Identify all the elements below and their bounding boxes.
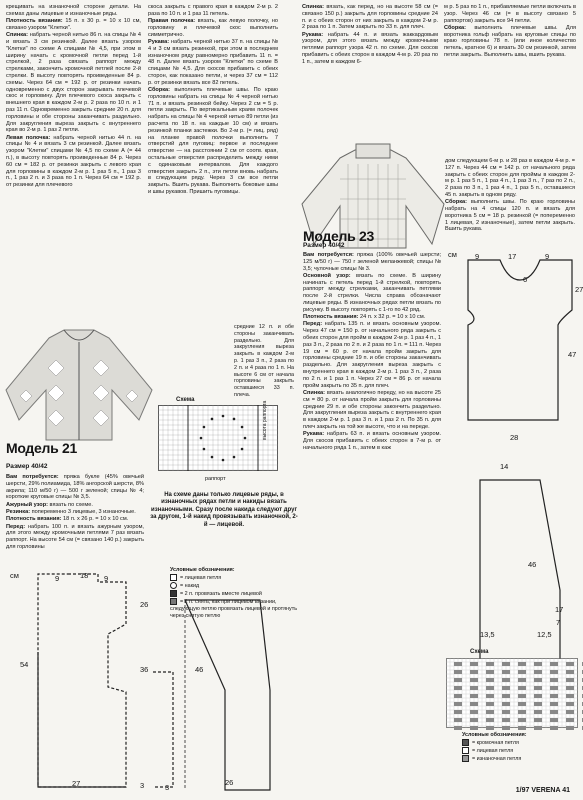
- model21_text-heading: Вам потребуется:: [6, 474, 59, 480]
- model21_text-text: попеременно 3 лицевые, 3 изнаночные.: [30, 508, 136, 515]
- dim-23-j: 13,5: [480, 630, 495, 639]
- col6-heading: Сборка:: [445, 199, 468, 206]
- dim-23-f: 47: [568, 350, 577, 359]
- col5-paragraph: [303, 252, 441, 272]
- col1-heading: Плотность вязания:: [6, 18, 63, 25]
- model-23-title: Модель 23: [303, 228, 374, 244]
- pattern-model-21-sleeve: [180, 600, 290, 795]
- legend-21-item: = лицевая петля: [170, 574, 300, 582]
- legend-21-item: = накид: [170, 582, 300, 590]
- col1-text: набрать черной нитью 44 п. на спицы № 4 и вязать 3 см резинкой. Далее вязать узором "Клетки" спицами № 4,5 по схеме А (= 44 п.), в высоту повторять проиведенные 84 р. Через 60 см = 182 р. от резинки закрыть с левого края для горловины в каждом 2-м р. 1 раз 5 п., 1 раз 3 п., 1 раз 2 п. и 3 раза по 1 п. Через 64 см = 192 р. от резинки для плечевого: [6, 134, 142, 189]
- model21_text-heading: Ажурный узор:: [6, 501, 48, 508]
- scheme-note: На схеме даны только лицевые ряды, в изнаночных рядах петли и накиды вязать изнаночными. Сразу после накида следуют друг за другом, 1-й накид провязывать изнаночной, 2-й — лицевой.: [150, 492, 298, 528]
- col7-text: средние 12 п. и обе стороны заканчивать раздельно. Для закругления выреза закрыть в каждом 2-м р. 1 раз 3 п., 2 раза по 2 п. и 4 раза по 1 п. На высоте 6 см от начала горловины закрыть оставшиеся 33 п. плеча.: [234, 324, 294, 398]
- dim-21-e: 54: [20, 660, 29, 669]
- col6-text: выполнить швы. По краю горловины набрать на 4 спицы 120 п. и вязать для воротника 5 см = 18 р. резинкой (= попеременно 1 лицевая, 2 изнаночные), затем петли закрыть. Вшить рукава.: [445, 199, 575, 233]
- col5-heading: Основной узор:: [303, 272, 351, 279]
- col6-paragraph: [445, 199, 575, 233]
- dim-23-d: 6: [523, 275, 528, 284]
- dim-23-h: 14: [500, 462, 509, 471]
- scheme-21-title: Схема: [176, 397, 195, 403]
- col2-text: скоса закрыть с правого края в каждом 2-м р. 2 раза по 10 п. и 1 раз 11 петель.: [148, 4, 278, 17]
- model21_text-paragraph: [6, 524, 144, 551]
- dim-21-f: 3: [140, 781, 145, 790]
- col5-heading: Спинка:: [303, 389, 326, 396]
- col5-text: вязать аналогично переду, но на высоте 25 см = 80 р. от начала пройм закрыть для горловины средние 29 п. и обе стороны закончить раздельно. Для закругления выреза закрыть с внутреннего края в каждом 2-м р. 1 раз 3 п. и 1 раз 2 п. По 35 п. для плеч закрыть на той же высоте, что и на переде.: [303, 389, 441, 430]
- col5-text: вязать по схеме. В ширину начинать с петель перед 1-й стрелкой, повторять раппорт между стрелками, заканчивать петлями после 2-й стрелки. Числа справа обозначают лицевые ряды. В изнаночных рядах петли вязать по рисунку. В высоту повторять с 1-го по 42 ряд.: [303, 272, 442, 313]
- model21_text-paragraph: [6, 516, 144, 523]
- col4-text: м р. 5 раз по 1 п., прибавляемые петли включать в узор. Через 46 см (= в высоту связано 5 раппортов) закрыть все 94 петли.: [444, 4, 576, 24]
- dim-21-i: 46: [195, 665, 204, 674]
- col1-text: набрать черной нитью 86 п. на спицы № 4 и вязать 3 см резинкой. Далее вязать узором "Клетки" по схеме А спицами № 4,5, при этом в ширину начать с кромочной петли перед 1-й стрелкой, 2 раза связать раппорт между стрелками, закончить кромочной петлей после 2-й стрелки. В высоту повторять проиведенные 84 р. схемы. Через 64 см = 192 р. от резинки начать одновременно с двух сторон закрывать плечевой скос и горловину. Для плечевого скоса закрыть с внешнего края в каждом 2-м р. 2 раза по 10 п. и 1 раз 11 п. Одновременно закрыть средние 20 п. для горловины и обе стороны заканчивать раздельно. Для закругления выреза закрыть с внутреннего края во 2-м р. 1 раз 2 петли.: [6, 32, 141, 134]
- col5-paragraph: [303, 314, 441, 321]
- col1-heading: Спинка:: [6, 32, 29, 39]
- col3-paragraph: [302, 4, 438, 31]
- model21_text-heading: Резинка:: [6, 508, 31, 515]
- col4-paragraph: [444, 4, 576, 24]
- dim-23-l: 17: [555, 605, 564, 614]
- col1-heading: Левая полочка:: [6, 134, 51, 141]
- dim-21-k: 26: [225, 778, 234, 787]
- col5-heading: Плотность вязания:: [303, 314, 359, 321]
- col1-paragraph: [6, 135, 141, 189]
- dim-21-a: 9: [55, 574, 60, 583]
- legend-21-item: = 1 п. снять, как при лицевом вязании, следующую петлю провязать лицевой и протянуть через снятую петлю: [170, 598, 298, 619]
- dim-23-b: 17: [508, 252, 517, 261]
- col3-text: набрать 44 п. и вязать жаккардовым узором, для этого вязать между кромочными петлями раппорт узора 42 п. по схеме. Для скосов прибавить с обеих сторон в каждом 4-м р. 20 раз по 1 п., затем в каждом 6-: [302, 31, 438, 65]
- col6-paragraph: [445, 158, 575, 199]
- col1-text: крещивать на изнаночной стороне детали. На схемах даны лицевые и изнаночные ряды.: [6, 4, 141, 17]
- photo-model-21: [4, 330, 154, 440]
- dim-23-a: 9: [475, 252, 480, 261]
- col2-heading: Сборка:: [148, 87, 171, 94]
- dim-23-g: 28: [510, 433, 519, 442]
- scheme-21-rapport-label: раппорт: [205, 476, 226, 482]
- scheme-23-title: Схема: [470, 649, 489, 655]
- col2-text: выполнить плечевые швы. По краю горловины набрать на спицы № 4 черной нитью 71 п. и вязать резинкой бейку. Через 2 см = 5 р. петли закрыть. По вертикальным краям полочек набрать на спицы № 4 черной нитью 89 петли (из расчета по 18 п. на каждые 10 см) и вязать резинкой планки застежки. Во 2-м р. (= лиц. ряд) на планке правой полочки выполнить 7 отверстий для пуговиц: первое и последнее отверстие — на расстоянии 2 см от соотв. края, остальные отверстия распределить между ними с одинаковым интервалом. Для каждого отверстия закрыть 2 п., эти петли вновь набрать в следующем ряду. Через 3 см все петли закрыть. Вшить рукава. Выполнить боковые швы и швы рукавов. Пришить пуговицы.: [148, 87, 278, 196]
- col2-text: вязать, как левую полочку, но горловину и плечевой скос выполнить симметрично.: [148, 18, 278, 38]
- text-column-1: [6, 4, 141, 324]
- col5-paragraph: [303, 273, 441, 314]
- scheme-21-rapport-height: высота раппорта: [262, 400, 268, 440]
- model21_text-heading: Перед:: [6, 523, 26, 530]
- col5-heading: Перед:: [303, 321, 323, 328]
- legend-23-title: Условные обозначения:: [462, 732, 527, 738]
- legend-23: [462, 732, 577, 763]
- dim-23-k: 12,5: [537, 630, 552, 639]
- col2-paragraph: [148, 18, 278, 38]
- col5-heading: Рукава:: [303, 431, 325, 438]
- col2-paragraph: [148, 87, 278, 196]
- model21_text-text: 18 п. х 26 р. = 10 х 10 см.: [61, 516, 129, 523]
- col5-text: пряжа (100% овечьей шерсти; 125 м/50 г) — 750 г зеленой меланжевой; спицы № 3,5; чулочные спицы № 3.: [303, 252, 441, 272]
- col1-paragraph: [6, 18, 141, 32]
- dim-21-h: 36: [140, 665, 149, 674]
- dim-23-cm: см: [448, 250, 457, 259]
- legend-21-title: Условные обозначения:: [170, 567, 235, 573]
- col5-text: набрать 135 п. и вязать основным узором. Через 47 см = 150 р. от начального ряда закрыть с обеих сторон для пройм в каждом 2-м р. 1 раз 4 п., 1 раз 3 п., 2 раза по 2 п. и 2 раза по 1 п. = 111 п. Через 19 см = 60 р. от начала пройм закрыть для горловины средние 19 п. и обе стороны заканчивать раздельно. Для закругления выреза закрыть с внутреннего края в каждом 2-м р. 1 раз 3 п., 2 раза по 2 п. и 1 раз 1 п. Через 27 см = 86 р. от начала пройм закрыть по 35 п. для плеч.: [303, 321, 441, 389]
- col2-heading: Рукава:: [148, 38, 170, 45]
- model-23-size: Размер 40/42: [303, 242, 345, 249]
- model21_text-paragraph: [6, 502, 144, 509]
- col3-heading: Рукава:: [302, 31, 324, 38]
- model21_text-paragraph: [6, 474, 144, 501]
- text-column-5: [303, 252, 441, 720]
- scheme-23-grid: [446, 658, 578, 728]
- col1-text: 15 п. х 30 р. = 10 х 10 см, связано узором "Клетки".: [6, 18, 141, 31]
- col5-text: набрать 63 п. и вязать основным узором. Для скосов прибавить с обеих сторон в 7-м р. от начального ряда 1 п., затем в каж: [303, 431, 441, 451]
- legend-23-item: = лицевая петля: [462, 747, 577, 755]
- dim-23-e: 27: [575, 285, 583, 294]
- model21_text-text: вязать по схеме.: [47, 501, 93, 508]
- model21_text-heading: Плотность вязания:: [6, 516, 62, 523]
- text-column-3: [302, 4, 438, 144]
- col4-paragraph: [444, 25, 576, 59]
- legend-21-item: = 2 п. провязать вместе лицевой: [170, 590, 300, 598]
- text-column-4: [444, 4, 576, 142]
- col2-text: набрать черной нитью 37 п. на спицы № 4 и 3 см вязать резинкой, при этом в последнем изнаночном ряду равномерно прибавить 11 п. = 48 п. Далее вязать узором "Клетки" по схеме В спицами № 4,5. Для скосов прибавить с обеих сторон, как показано петли, и через 37 см = 112 р. от резинки вязать все 82 петель.: [148, 38, 278, 86]
- col2-paragraph: [148, 39, 278, 87]
- dim-21-g: 27: [72, 779, 81, 788]
- model21_text-text: набрать 100 п. и вязать ажурным узором, для этого между кромочными петлями 7 раз вязать раппорт. На высоте 54 см (= связано 140 р.) закрыть для горловины: [6, 523, 144, 550]
- col7-paragraph: [234, 324, 294, 399]
- dim-21-cm: см: [10, 571, 19, 580]
- dim-21-c: 9: [104, 574, 109, 583]
- col5-paragraph: [303, 390, 441, 431]
- text-column-6: [445, 158, 575, 238]
- col5-heading: Вам потребуется:: [303, 252, 354, 258]
- text-column-2: [148, 4, 278, 326]
- page-footer: 1/97 VERENA 41: [515, 787, 570, 794]
- col3-text: вязать, как перед, но на высоте 58 см (= связано 150 р.) закрыть для горловины средние 24 п. и с обеих сторон от них закрыть в каждом 2-м р. 2 раза по 1 п. Затем закрыть по 33 п. для плеч.: [302, 4, 438, 31]
- dim-21-j: 3: [165, 783, 170, 792]
- dim-23-i: 46: [528, 560, 537, 569]
- col2-heading: Правая полочка:: [148, 18, 196, 25]
- legend-23-item: = кромочная петля: [462, 739, 577, 747]
- col2-paragraph: [148, 4, 278, 18]
- col5-paragraph: [303, 321, 441, 389]
- col3-heading: Спинка:: [302, 4, 325, 10]
- model-21-text: [6, 474, 144, 566]
- dim-21-b: 18: [80, 571, 89, 580]
- col5-paragraph: [303, 431, 441, 451]
- dim-21-d: 26: [140, 600, 149, 609]
- model21_text-text: пряжа букле (45% овечьей шерсти, 29% полиамида, 18% ангорской шерсти, 8% акрила; 110 м/50 г) — 500 г зеленой; спицы № 4; короткие круговые спицы № 3,5.: [6, 474, 144, 501]
- model-21-title: Модель 21: [6, 440, 77, 456]
- legend-23-item: = изнаночная петля: [462, 755, 577, 763]
- text-column-7: [234, 324, 294, 398]
- col1-paragraph: [6, 32, 141, 134]
- dim-23-m: 7: [556, 618, 561, 627]
- col3-paragraph: [302, 32, 438, 66]
- col6-text: дом следующем 6-м р. и 28 раз в каждом 4-м р. = 127 п. Через 44 см = 142 р. от начального ряда закрыть с обеих сторон для проймы в каждом 2-м р. 1 раз 5 п., 1 раз 4 п., 1 раз 3 п., 7 раз по 2 п., 2 раза по 3 п., 1 раз 4 п., 1 раз 5 п., оставшиеся 45 п. закрыть в одном ряду.: [445, 158, 575, 198]
- col4-heading: Сборка:: [444, 24, 467, 31]
- scheme-21-grid: [158, 405, 278, 471]
- dim-23-c: 9: [545, 252, 550, 261]
- model-21-size: Размер 40/42: [6, 463, 48, 470]
- col5-text: 24 п. х 32 р. = 10 х 10 см.: [358, 314, 426, 321]
- col1-paragraph: [6, 4, 141, 18]
- col4-text: выполнить плечевые швы. Для воротника гольф набрать на круговые спицы по краю горловины 78 п. (или иное количество петель, кратное 6) и вязать 30 см резинкой, затем петли закрыть. Выполнить швы, вшить рукава.: [444, 24, 576, 59]
- model21_text-paragraph: [6, 509, 144, 516]
